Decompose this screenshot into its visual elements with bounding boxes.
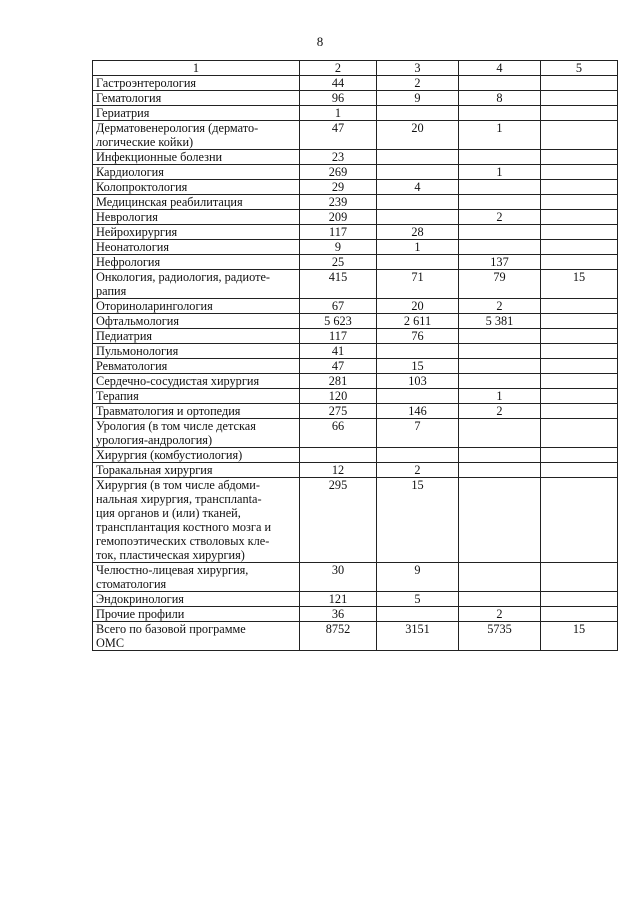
value-cell-col4 [459, 478, 541, 563]
value-cell-col4 [459, 344, 541, 359]
value-cell-col5 [541, 299, 618, 314]
value-cell-col4: 79 [459, 270, 541, 299]
profile-name-cell: Инфекционные болезни [93, 150, 300, 165]
header-cell-2: 2 [300, 61, 377, 76]
header-cell-4: 4 [459, 61, 541, 76]
value-cell-col4: 5 381 [459, 314, 541, 329]
value-cell-col3: 103 [377, 374, 459, 389]
value-cell-col3 [377, 165, 459, 180]
profile-name-cell: Неонатология [93, 240, 300, 255]
table-row [93, 91, 618, 106]
table-row [93, 225, 618, 240]
value-cell-col3: 2 [377, 463, 459, 478]
profile-name-cell: Онкология, радиология, радиоте- рапия [93, 270, 300, 299]
profile-name-cell: Колопроктология [93, 180, 300, 195]
value-cell-col2: 121 [300, 592, 377, 607]
profile-name-cell: Педиатрия [93, 329, 300, 344]
table-row [93, 592, 618, 607]
table-row [93, 150, 618, 165]
table-row [93, 329, 618, 344]
value-cell-col5 [541, 195, 618, 210]
profile-name-cell: Оториноларингология [93, 299, 300, 314]
table-header-row [93, 61, 618, 76]
header-cell-1: 1 [93, 61, 300, 76]
value-cell-col3 [377, 150, 459, 165]
value-cell-col3 [377, 448, 459, 463]
profile-name-cell: Хирургия (комбустиология) [93, 448, 300, 463]
value-cell-col2: 5 623 [300, 314, 377, 329]
profile-name-cell: Пульмонология [93, 344, 300, 359]
value-cell-col5 [541, 210, 618, 225]
value-cell-col3: 20 [377, 121, 459, 150]
value-cell-col5 [541, 91, 618, 106]
value-cell-col5 [541, 448, 618, 463]
value-cell-col4 [459, 448, 541, 463]
value-cell-col2: 281 [300, 374, 377, 389]
value-cell-col3: 9 [377, 91, 459, 106]
value-cell-col5: 15 [541, 622, 618, 651]
value-cell-col4: 2 [459, 404, 541, 419]
value-cell-col3: 71 [377, 270, 459, 299]
value-cell-col2: 209 [300, 210, 377, 225]
profile-name-cell: Прочие профили [93, 607, 300, 622]
table-row [93, 404, 618, 419]
value-cell-col4 [459, 225, 541, 240]
value-cell-col5 [541, 419, 618, 448]
value-cell-col3 [377, 210, 459, 225]
value-cell-col3: 3151 [377, 622, 459, 651]
table-row [93, 607, 618, 622]
value-cell-col4 [459, 329, 541, 344]
value-cell-col5 [541, 180, 618, 195]
table-row [93, 76, 618, 91]
value-cell-col2: 36 [300, 607, 377, 622]
value-cell-col4: 2 [459, 607, 541, 622]
value-cell-col4 [459, 563, 541, 592]
table-row [93, 463, 618, 478]
value-cell-col4: 5735 [459, 622, 541, 651]
profile-name-cell: Травматология и ортопедия [93, 404, 300, 419]
table-row [93, 478, 618, 563]
value-cell-col2: 96 [300, 91, 377, 106]
beds-table [92, 60, 618, 651]
value-cell-col3: 7 [377, 419, 459, 448]
value-cell-col3: 76 [377, 329, 459, 344]
table-row [93, 622, 618, 651]
page-number: 8 [316, 34, 324, 49]
value-cell-col5 [541, 76, 618, 91]
value-cell-col3: 15 [377, 359, 459, 374]
profile-name-cell: Всего по базовой программе ОМС [93, 622, 300, 651]
value-cell-col5 [541, 463, 618, 478]
value-cell-col3: 1 [377, 240, 459, 255]
value-cell-col4 [459, 419, 541, 448]
value-cell-col4 [459, 106, 541, 121]
value-cell-col3 [377, 106, 459, 121]
table-row [93, 419, 618, 448]
header-cell-5: 5 [541, 61, 618, 76]
value-cell-col5 [541, 314, 618, 329]
value-cell-col5 [541, 225, 618, 240]
value-cell-col4: 1 [459, 389, 541, 404]
value-cell-col3 [377, 195, 459, 210]
value-cell-col5 [541, 121, 618, 150]
profile-name-cell: Гематология [93, 91, 300, 106]
value-cell-col2: 295 [300, 478, 377, 563]
value-cell-col2: 239 [300, 195, 377, 210]
value-cell-col2: 120 [300, 389, 377, 404]
profile-name-cell: Кардиология [93, 165, 300, 180]
value-cell-col2: 12 [300, 463, 377, 478]
table-row [93, 240, 618, 255]
table-row [93, 270, 618, 299]
value-cell-col2 [300, 448, 377, 463]
profile-name-cell: Гериатрия [93, 106, 300, 121]
value-cell-col3 [377, 389, 459, 404]
profile-name-cell: Медицинская реабилитация [93, 195, 300, 210]
value-cell-col2: 30 [300, 563, 377, 592]
value-cell-col3 [377, 255, 459, 270]
value-cell-col5 [541, 329, 618, 344]
value-cell-col5 [541, 389, 618, 404]
table-row [93, 210, 618, 225]
profile-name-cell: Гастроэнтерология [93, 76, 300, 91]
value-cell-col2: 44 [300, 76, 377, 91]
table-row [93, 255, 618, 270]
value-cell-col5 [541, 374, 618, 389]
value-cell-col5 [541, 240, 618, 255]
value-cell-col4 [459, 150, 541, 165]
value-cell-col2: 9 [300, 240, 377, 255]
profile-name-cell: Эндокринология [93, 592, 300, 607]
table-row [93, 389, 618, 404]
table-row [93, 180, 618, 195]
value-cell-col2: 415 [300, 270, 377, 299]
value-cell-col3: 15 [377, 478, 459, 563]
value-cell-col4 [459, 463, 541, 478]
profile-name-cell: Хирургия (в том числе абдоми- нальная хирургия, трансплanta- ция органов и (или) тканей, трансплантация костного мозга и гемопоэтических стволовых кле- ток, пластическая хирургия) [93, 478, 300, 563]
table-row [93, 344, 618, 359]
value-cell-col3: 5 [377, 592, 459, 607]
value-cell-col5 [541, 478, 618, 563]
value-cell-col4 [459, 76, 541, 91]
table-row [93, 374, 618, 389]
value-cell-col3: 4 [377, 180, 459, 195]
value-cell-col4: 1 [459, 165, 541, 180]
table-row [93, 448, 618, 463]
value-cell-col4 [459, 180, 541, 195]
value-cell-col4 [459, 374, 541, 389]
table-row [93, 195, 618, 210]
value-cell-col2: 25 [300, 255, 377, 270]
value-cell-col4 [459, 359, 541, 374]
table-row [93, 299, 618, 314]
value-cell-col5 [541, 404, 618, 419]
value-cell-col3: 2 [377, 76, 459, 91]
value-cell-col5 [541, 607, 618, 622]
table-row [93, 563, 618, 592]
profile-name-cell: Нефрология [93, 255, 300, 270]
value-cell-col2: 1 [300, 106, 377, 121]
value-cell-col2: 66 [300, 419, 377, 448]
value-cell-col2: 8752 [300, 622, 377, 651]
value-cell-col2: 41 [300, 344, 377, 359]
value-cell-col4: 8 [459, 91, 541, 106]
value-cell-col2: 67 [300, 299, 377, 314]
value-cell-col2: 47 [300, 359, 377, 374]
value-cell-col4 [459, 195, 541, 210]
profile-name-cell: Ревматология [93, 359, 300, 374]
table-row [93, 359, 618, 374]
value-cell-col2: 117 [300, 225, 377, 240]
value-cell-col2: 23 [300, 150, 377, 165]
profile-name-cell: Торакальная хирургия [93, 463, 300, 478]
value-cell-col4 [459, 592, 541, 607]
value-cell-col3: 28 [377, 225, 459, 240]
profile-name-cell: Дерматовенерология (дермато- логические койки) [93, 121, 300, 150]
value-cell-col4: 2 [459, 210, 541, 225]
profile-name-cell: Челюстно-лицевая хирургия, стоматология [93, 563, 300, 592]
table-row [93, 121, 618, 150]
value-cell-col5 [541, 255, 618, 270]
profile-name-cell: Терапия [93, 389, 300, 404]
value-cell-col3 [377, 344, 459, 359]
value-cell-col5 [541, 165, 618, 180]
value-cell-col3 [377, 607, 459, 622]
value-cell-col4 [459, 240, 541, 255]
header-cell-3: 3 [377, 61, 459, 76]
value-cell-col2: 275 [300, 404, 377, 419]
value-cell-col4: 137 [459, 255, 541, 270]
profile-name-cell: Офтальмология [93, 314, 300, 329]
value-cell-col3: 146 [377, 404, 459, 419]
value-cell-col5 [541, 150, 618, 165]
profile-name-cell: Урология (в том числе детская урология-андрология) [93, 419, 300, 448]
value-cell-col2: 269 [300, 165, 377, 180]
table-row [93, 314, 618, 329]
profile-name-cell: Нейрохирургия [93, 225, 300, 240]
value-cell-col5 [541, 592, 618, 607]
profile-name-cell: Неврология [93, 210, 300, 225]
value-cell-col2: 29 [300, 180, 377, 195]
value-cell-col4: 2 [459, 299, 541, 314]
value-cell-col5 [541, 106, 618, 121]
value-cell-col5 [541, 563, 618, 592]
value-cell-col3: 2 611 [377, 314, 459, 329]
table-row [93, 165, 618, 180]
value-cell-col2: 47 [300, 121, 377, 150]
value-cell-col2: 117 [300, 329, 377, 344]
value-cell-col4: 1 [459, 121, 541, 150]
value-cell-col5 [541, 344, 618, 359]
profile-name-cell: Сердечно-сосудистая хирургия [93, 374, 300, 389]
value-cell-col5: 15 [541, 270, 618, 299]
value-cell-col3: 9 [377, 563, 459, 592]
value-cell-col5 [541, 359, 618, 374]
value-cell-col3: 20 [377, 299, 459, 314]
table-row [93, 106, 618, 121]
